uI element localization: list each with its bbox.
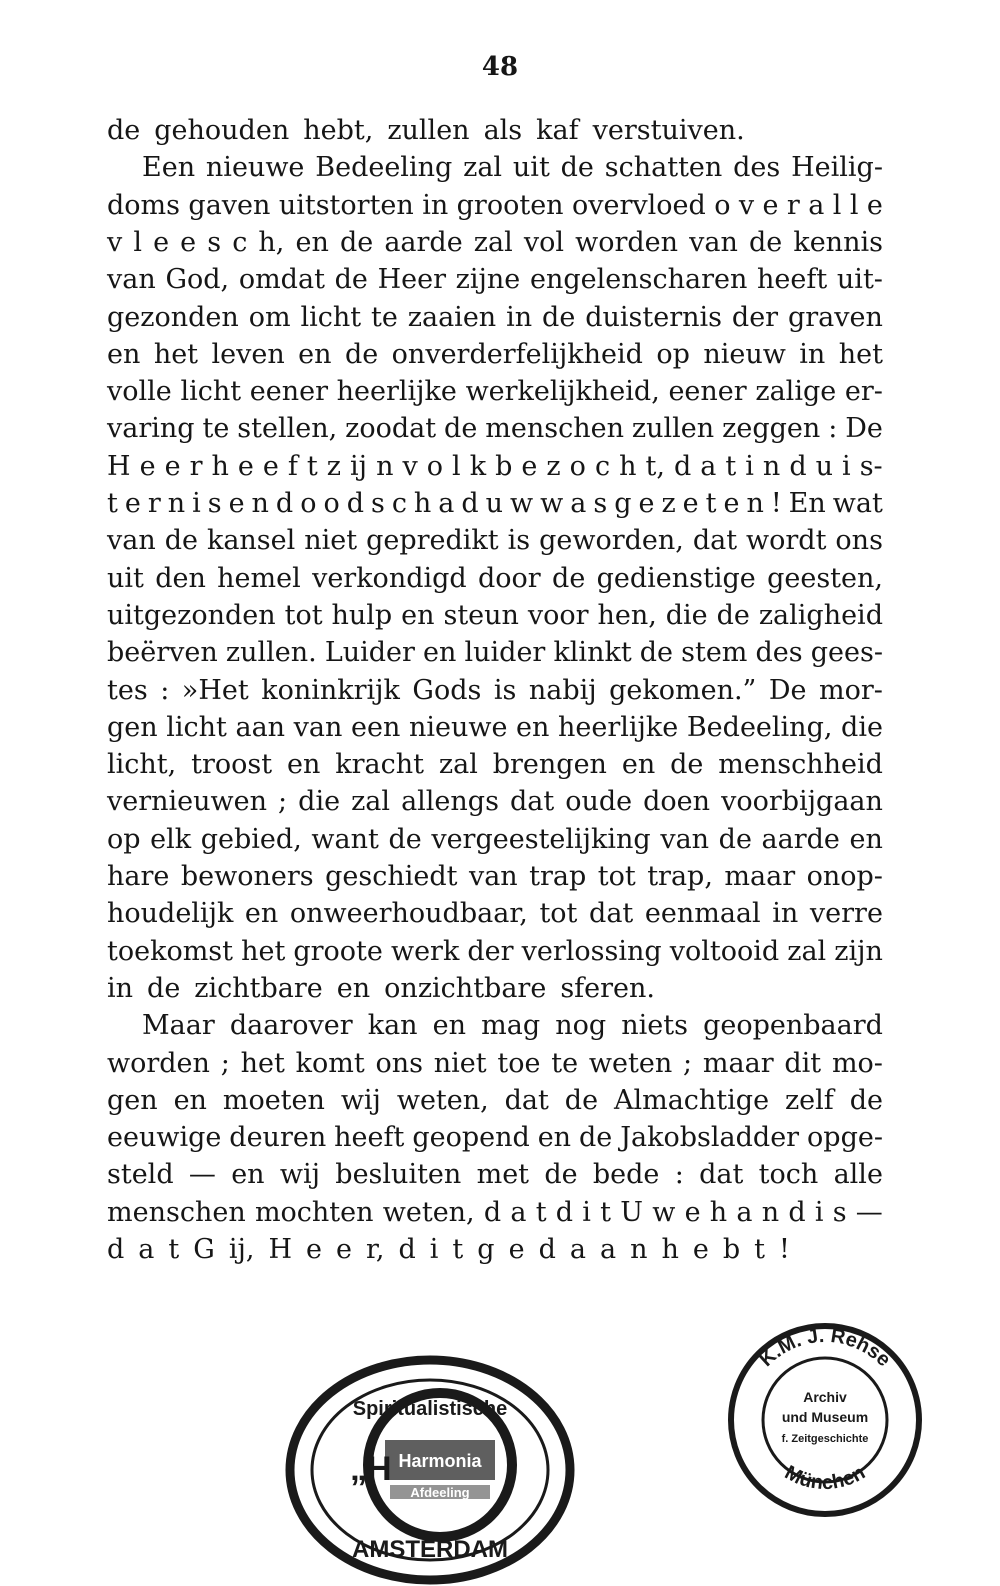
text-line: worden ; het komt ons niet toe te weten ; maar dit mo- <box>107 1047 883 1079</box>
stamp-circle-line-1: Archiv <box>803 1389 847 1405</box>
archive-stamp-circle <box>725 1320 925 1520</box>
svg-text:K.M. J. Rehse <box>755 1325 894 1371</box>
stamp-circle-line-3: f. Zeitgeschichte <box>781 1433 869 1445</box>
text-line: v l e e s c h, en de aarde zal vol worden van de kennis <box>107 226 883 258</box>
text-line: en het leven en de onverderfelijkheid op nieuw in het <box>107 338 883 370</box>
text-line: d a t G ij, H e e r, d i t g e d a a n h e b t ! <box>107 1234 790 1265</box>
text-line: t e r n i s e n d o o d s c h a d u w w a s g e z e t e n ! En wat <box>107 488 883 519</box>
stamp-oval-sub-text: Afdeeling <box>410 1485 470 1500</box>
text-line: van de kansel niet gepredikt is geworden, dat wordt ons <box>107 525 883 557</box>
text-line: op elk gebied, want de vergeestelijking van de aarde en <box>107 823 883 855</box>
text-line: volle licht eener heerlijke werkelijkheid, eener zalige er- <box>107 376 883 408</box>
text-line: H e e r h e e f t z ij n v o l k b e z o c h t, d a t i n d u i s- <box>107 450 883 482</box>
text-line: de gehouden hebt, zullen als kaf verstuiven. <box>107 115 745 146</box>
text-line: varing te stellen, zoodat de menschen zullen zeggen : De <box>107 413 883 445</box>
text-line: gen en moeten wij weten, dat de Almachtige zelf de <box>107 1084 883 1116</box>
text-line: vernieuwen ; die zal allengs dat oude doen voorbijgaan <box>107 786 883 818</box>
text-line: doms gaven uitstorten in grooten overvloed o v e r a l l e <box>107 189 883 221</box>
svg-text:München <box>781 1462 869 1494</box>
text-line: uitgezonden tot hulp en steun voor hen, die de zaligheid <box>107 599 883 631</box>
page-number: 48 <box>481 52 519 82</box>
stamp-oval-center-text: Harmonia <box>398 1451 482 1471</box>
text-line: in de zichtbare en onzichtbare sferen. <box>107 972 655 1004</box>
stamp-oval-bottom-text: AMSTERDAM <box>352 1536 508 1563</box>
text-line: Een nieuwe Bedeeling zal uit de schatten des Heilig- <box>142 152 883 184</box>
library-stamp-oval <box>280 1345 580 1585</box>
text-line: uit den hemel verkondigd door de gedienstige geesten, <box>107 562 883 594</box>
stamp-oval-top-text: Spiritualistische <box>352 1398 508 1420</box>
text-line: menschen mochten weten, d a t d i t U w e h a n d i s — <box>107 1196 883 1228</box>
text-line: houdelijk en onweerhoudbaar, tot dat eenmaal in verre <box>107 898 883 930</box>
stamp-circle-top-text: K.M. J. Rehse <box>755 1324 895 1372</box>
text-line: licht, troost en kracht zal brengen en de menschheid <box>107 749 883 781</box>
text-line: toekomst het groote werk der verlossing voltooid zal zijn <box>107 935 883 967</box>
stamp-circle-bottom-text: München <box>781 1461 869 1495</box>
text-line: steld — en wij besluiten met de bede : dat toch alle <box>107 1159 883 1191</box>
text-line: gen licht aan van een nieuwe en heerlijke Bedeeling, die <box>107 711 883 743</box>
text-line: eeuwige deuren heeft geopend en de Jakobsladder opge- <box>107 1122 883 1154</box>
stamp-oval-middle-text: „H <box>350 1450 392 1488</box>
text-line: Maar daarover kan en mag nog niets geopenbaard <box>142 1010 883 1042</box>
text-line: hare bewoners geschiedt van trap tot trap, maar onop- <box>107 861 883 892</box>
stamp-circle-line-2: und Museum <box>781 1409 869 1425</box>
text-line: tes : »Het koninkrijk Gods is nabij gekomen.” De mor- <box>107 674 883 706</box>
text-line: beërven zullen. Luider en luider klinkt de stem des gees- <box>107 637 883 669</box>
text-line: van God, omdat de Heer zijne engelenscharen heeft uit- <box>107 264 883 296</box>
text-line: gezonden om licht te zaaien in de duisternis der graven <box>107 301 883 333</box>
